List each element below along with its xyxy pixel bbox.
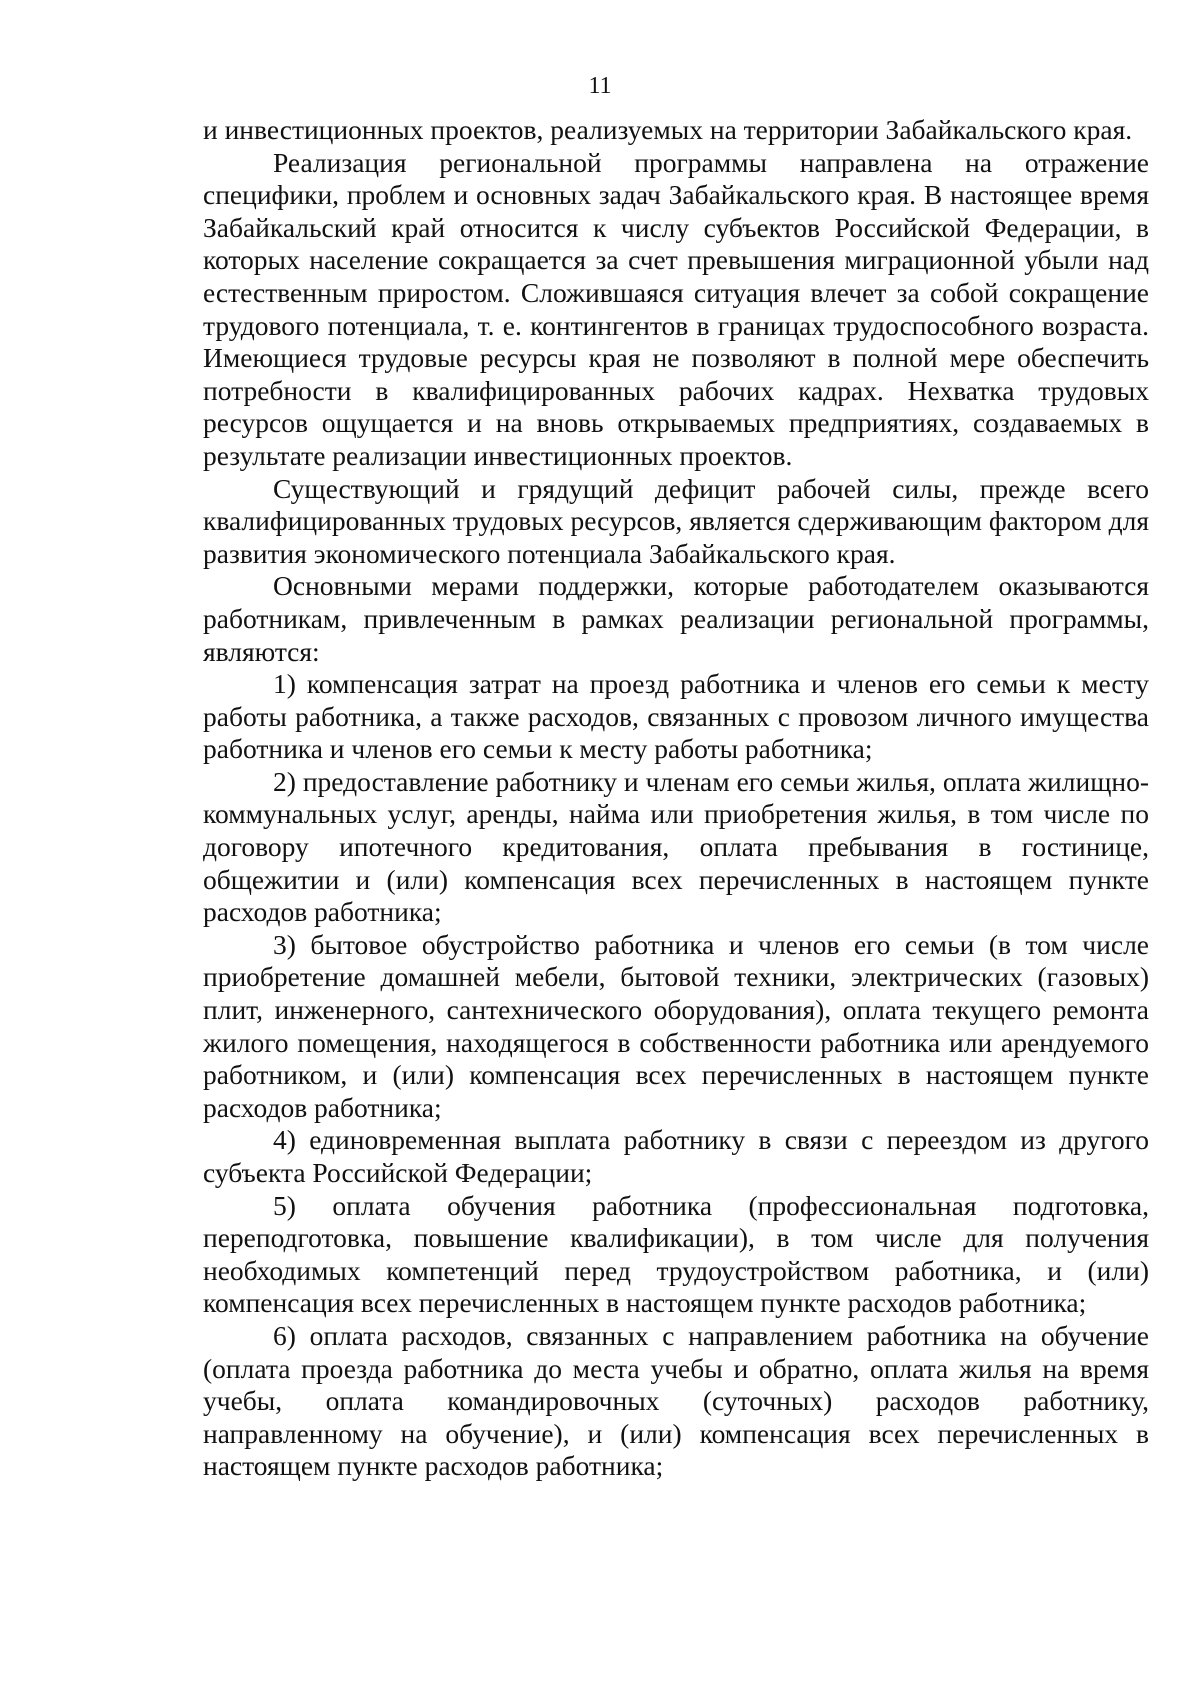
- paragraph-labor-deficit: Существующий и грядущий дефицит рабочей силы, прежде всего квалифицированных трудовых ресурсов, является сдерживающим фактором для развития экономического потенциала Забайкальского края.: [203, 472, 1149, 569]
- document-body: [203, 114, 1149, 1483]
- list-item-5: 5) оплата обучения работника (профессиональная подготовка, переподготовка, повышение квалификации), в том числе для получения необходимых компетенций перед трудоустройством работника, и (или) компенсация всех перечисленных в настоящем пункте расходов работника;: [203, 1189, 1149, 1319]
- paragraph-program-context: Реализация региональной программы направлена на отражение специфики, проблем и основных задач Забайкальского края. В настоящее время Забайкальский край относится к числу субъектов Российской Федерации, в которых население сокращается за счет превышения миграционной убыли над естественным приростом. Сложившаяся ситуация влечет за собой сокращение трудового потенциала, т. е. контингентов в границах трудоспособного возраста. Имеющиеся трудовые ресурсы края не позволяют в полной мере обеспечить потребности в квалифицированных рабочих кадрах. Нехватка трудовых ресурсов ощущается и на вновь открываемых предприятиях, создаваемых в результате реализации инвестиционных проектов.: [203, 146, 1149, 471]
- list-item-3: 3) бытовое обустройство работника и членов его семьи (в том числе приобретение домашней мебели, бытовой техники, электрических (газовых) плит, инженерного, сантехнического оборудования), оплата текущего ремонта жилого помещения, находящегося в собственности работника или арендуемого работником, и (или) компенсация всех перечисленных в настоящем пункте расходов работника;: [203, 928, 1149, 1123]
- list-item-6: 6) оплата расходов, связанных с направлением работника на обучение (оплата проезда работника до места учебы и обратно, оплата жилья на время учебы, оплата командировочных (суточных) расходов работнику, направленному на обучение), и (или) компенсация всех перечисленных в настоящем пункте расходов работника;: [203, 1319, 1149, 1482]
- list-item-1: 1) компенсация затрат на проезд работника и членов его семьи к месту работы работника, а также расходов, связанных с провозом личного имущества работника и членов его семьи к месту работы работника;: [203, 668, 1149, 765]
- list-item-4: 4) единовременная выплата работнику в связи с переездом из другого субъекта Российской Федерации;: [203, 1124, 1149, 1188]
- page-number: 11: [588, 73, 612, 99]
- paragraph-continuation: и инвестиционных проектов, реализуемых на территории Забайкальского края.: [203, 114, 1133, 145]
- list-item-2: 2) предоставление работнику и членам его семьи жилья, оплата жилищно-коммунальных услуг, аренды, найма или приобретения жилья, в том числе по договору ипотечного кредитования, оплата пребывания в гостинице, общежитии и (или) компенсация всех перечисленных в настоящем пункте расходов работника;: [203, 765, 1149, 928]
- paragraph-support-measures-intro: Основными мерами поддержки, которые работодателем оказываются работникам, привлеченным в рамках реализации региональной программы, являются:: [203, 570, 1149, 667]
